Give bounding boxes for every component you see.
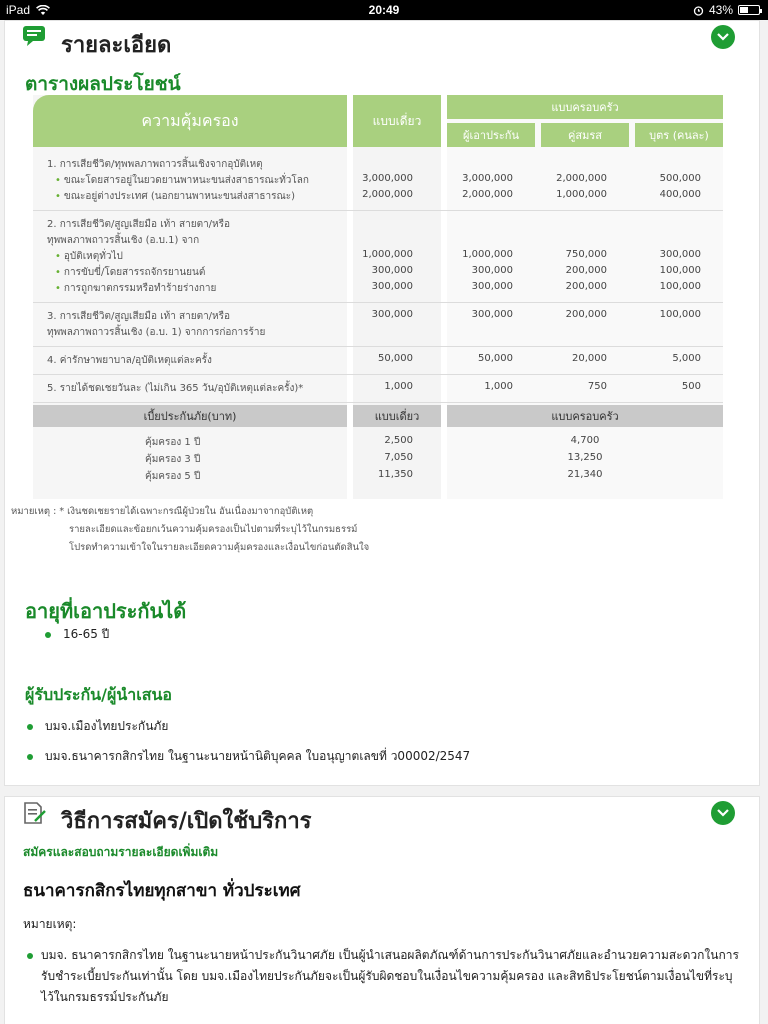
details-section xyxy=(4,20,760,786)
premium-family: 4,700 xyxy=(570,435,600,446)
alarm-icon xyxy=(693,5,704,16)
details-collapse-toggle[interactable] xyxy=(711,25,735,49)
table-cell-value: 50,000 xyxy=(478,353,513,364)
table-row-label: 5. รายได้ชดเชยวันละ (ไม่เกิน 365 วัน/อุบัติเหตุแต่ละครั้ง)* xyxy=(47,383,304,394)
table-cell-value: 100,000 xyxy=(659,309,701,320)
premium-single-header: แบบเดี่ยว xyxy=(353,405,441,427)
premium-label: คุ้มครอง 1 ปี xyxy=(145,437,201,448)
table-cell-value: 50,000 xyxy=(378,353,413,364)
premium-header: เบี้ยประกันภัย(บาท) xyxy=(33,405,347,427)
bullet-icon: • xyxy=(55,191,61,202)
table-cell-value: 2,000,000 xyxy=(362,189,413,200)
sublabel-text: การถูกฆาตกรรมหรือทำร้ายร่างกาย xyxy=(63,283,217,294)
table-cell-value: 300,000 xyxy=(371,265,413,276)
insurer-item xyxy=(27,747,470,766)
status-right xyxy=(693,3,760,17)
insurer-heading: ผู้รับประกัน/ผู้นำเสนอ xyxy=(25,685,173,704)
apply-subheading: สมัครและสอบถามรายละเอียดเพิ่มเติม xyxy=(23,845,219,859)
benefits-table xyxy=(33,95,723,499)
bullet-icon xyxy=(27,953,33,959)
chevron-down-icon xyxy=(717,33,729,41)
table-cell-value: 2,000,000 xyxy=(462,189,513,200)
table-row-label: 1. การเสียชีวิต/ทุพพลภาพถาวรสิ้นเชิงจากอุบัติเหตุ xyxy=(47,159,263,170)
spouse-header: คู่สมรส xyxy=(541,123,629,147)
table-row-label: 3. การเสียชีวิต/สูญเสียมือ เท้า สายตา/หรือ xyxy=(47,311,231,322)
premium-single: 2,500 xyxy=(384,435,413,446)
device-name: iPad xyxy=(6,3,31,17)
table-cell-value: 1,000,000 xyxy=(556,189,607,200)
insurer-item xyxy=(27,717,168,736)
apply-heading: ธนาคารกสิกรไทยทุกสาขา ทั่วประเทศ xyxy=(23,881,301,901)
bullet-icon: • xyxy=(55,251,61,262)
battery-fill xyxy=(740,7,748,13)
age-item xyxy=(45,625,109,644)
table-row-label: 2. การเสียชีวิต/สูญเสียมือ เท้า สายตา/หรือ xyxy=(47,219,231,230)
bullet-icon xyxy=(27,754,33,760)
note-line: รายละเอียดและข้อยกเว้นความคุ้มครองเป็นไปตามที่ระบุไว้ในกรมธรรม์ xyxy=(69,524,358,535)
apply-collapse-toggle[interactable] xyxy=(711,801,735,825)
table-cell-value: 20,000 xyxy=(572,353,607,364)
bullet-icon: • xyxy=(55,283,61,294)
table-cell-value: 5,000 xyxy=(672,353,701,364)
coverage-header: ความคุ้มครอง xyxy=(33,95,347,147)
insurer-name: บมจ.เมืองไทยประกันภัย xyxy=(45,719,169,733)
document-pen-icon xyxy=(21,801,47,825)
bullet-icon: • xyxy=(55,267,61,278)
table-cell-value: 750,000 xyxy=(565,249,607,260)
age-value: 16-65 ปี xyxy=(63,627,110,641)
sublabel-text: การขับขี่/โดยสารรถจักรยานยนต์ xyxy=(63,267,206,278)
table-cell-value: 300,000 xyxy=(371,281,413,292)
table-cell-value: 400,000 xyxy=(659,189,701,200)
table-cell-value: 200,000 xyxy=(565,281,607,292)
table-note xyxy=(11,503,369,557)
table-row-sublabel xyxy=(55,265,205,280)
table-row-divider xyxy=(33,302,723,303)
table-row-label: 4. ค่ารักษาพยาบาล/อุบัติเหตุแต่ละครั้ง xyxy=(47,355,212,366)
chat-bubble-icon xyxy=(21,25,47,47)
premium-single: 7,050 xyxy=(384,452,413,463)
chevron-down-icon xyxy=(717,809,729,817)
benefits-heading: ตารางผลประโยชน์ xyxy=(25,73,181,95)
table-cell-value: 1,000,000 xyxy=(462,249,513,260)
apply-paragraph-text: บมจ. ธนาคารกสิกรไทย ในฐานะนายหน้าประกันวินาศภัย เป็นผู้นำเสนอผลิตภัณฑ์ด้านการประกันวินาศภัยและอำนวยความสะดวกในการรับชำระเบี้ยประกันเท่านั้น โดย บมจ.เมืองไทยประกันภัยจะเป็นผู้รับผิดชอบในเงื่อนไขความคุ้มครอง และสิทธิประโยชน์ตามเงื่อนไขที่ระบุไว้ในกรมธรรม์ประกันภัย xyxy=(41,948,739,1004)
table-row-sublabel xyxy=(55,249,123,264)
apply-title: วิธีการสมัคร/เปิดใช้บริการ xyxy=(61,809,312,834)
table-row-label: ทุพพลภาพถาวรสิ้นเชิง (อ.บ.1) จาก xyxy=(47,235,200,246)
sublabel-text: ขณะอยู่ต่างประเทศ (นอกยานพาหนะขนส่งสาธารณะ) xyxy=(63,191,296,202)
note-line: โปรดทำความเข้าใจในรายละเอียดความคุ้มครองและเงื่อนไขก่อนตัดสินใจ xyxy=(69,542,370,553)
clock: 20:49 xyxy=(368,3,400,17)
apply-section xyxy=(4,796,760,1024)
table-cell-value: 200,000 xyxy=(565,309,607,320)
table-row-sublabel xyxy=(55,173,309,188)
table-cell-value: 100,000 xyxy=(659,265,701,276)
table-cell-value: 300,000 xyxy=(471,265,513,276)
table-cell-value: 2,000,000 xyxy=(556,173,607,184)
table-cell-value: 3,000,000 xyxy=(462,173,513,184)
age-heading: อายุที่เอาประกันได้ xyxy=(25,599,187,623)
apply-note-label: หมายเหตุ: xyxy=(23,917,77,931)
table-cell-value: 1,000,000 xyxy=(362,249,413,260)
table-cell-value: 300,000 xyxy=(659,249,701,260)
table-cell-value: 500,000 xyxy=(659,173,701,184)
table-row-label: ทุพพลภาพถาวรสิ้นเชิง (อ.บ. 1) จากการก่อการร้าย xyxy=(47,327,266,338)
table-cell-value: 3,000,000 xyxy=(362,173,413,184)
premium-label: คุ้มครอง 5 ปี xyxy=(145,471,201,482)
premium-family: 13,250 xyxy=(567,452,603,463)
battery-percent: 43% xyxy=(708,3,733,17)
apply-paragraph xyxy=(27,945,739,1008)
note-line: หมายเหตุ : * เงินชดเชยรายได้เฉพาะกรณีผู้ป่วยใน อันเนื่องมาจากอุบัติเหตุ xyxy=(11,506,314,517)
bullet-icon xyxy=(27,724,33,730)
table-row-sublabel xyxy=(55,281,216,296)
premium-label: คุ้มครอง 3 ปี xyxy=(145,454,201,465)
table-cell-value: 500 xyxy=(681,381,701,392)
table-row-divider xyxy=(33,402,723,403)
child-header: บุตร (คนละ) xyxy=(635,123,723,147)
insurer-name: บมจ.ธนาคารกสิกรไทย ในฐานะนายหน้านิติบุคคล ใบอนุญาตเลขที่ ว00002/2547 xyxy=(45,749,471,763)
single-header: แบบเดี่ยว xyxy=(353,95,441,147)
table-row-divider xyxy=(33,210,723,211)
premium-family-header: แบบครอบครัว xyxy=(447,405,723,427)
table-cell-value: 300,000 xyxy=(471,281,513,292)
premium-single: 11,350 xyxy=(378,469,413,480)
table-row-divider xyxy=(33,374,723,375)
table-cell-value: 750 xyxy=(587,381,607,392)
table-cell-value: 200,000 xyxy=(565,265,607,276)
table-row-sublabel xyxy=(55,189,295,204)
table-cell-value: 300,000 xyxy=(371,309,413,320)
table-cell-value: 300,000 xyxy=(471,309,513,320)
status-bar xyxy=(0,0,768,20)
details-header[interactable] xyxy=(5,21,759,58)
sublabel-text: ขณะโดยสารอยู่ในยวดยานพาหนะขนส่งสาธารณะทั่วโลก xyxy=(63,175,309,186)
bullet-icon: • xyxy=(55,175,61,186)
apply-header[interactable] xyxy=(5,797,759,834)
premium-family: 21,340 xyxy=(567,469,603,480)
battery-icon xyxy=(738,5,760,15)
family-header: แบบครอบครัว xyxy=(447,95,723,119)
sublabel-text: อุบัติเหตุทั่วไป xyxy=(63,251,123,262)
insured-header: ผู้เอาประกัน xyxy=(447,123,535,147)
details-title: รายละเอียด xyxy=(61,33,172,58)
table-row-divider xyxy=(33,346,723,347)
table-cell-value: 1,000 xyxy=(384,381,413,392)
table-cell-value: 100,000 xyxy=(659,281,701,292)
bullet-icon xyxy=(45,632,51,638)
table-cell-value: 1,000 xyxy=(484,381,513,392)
